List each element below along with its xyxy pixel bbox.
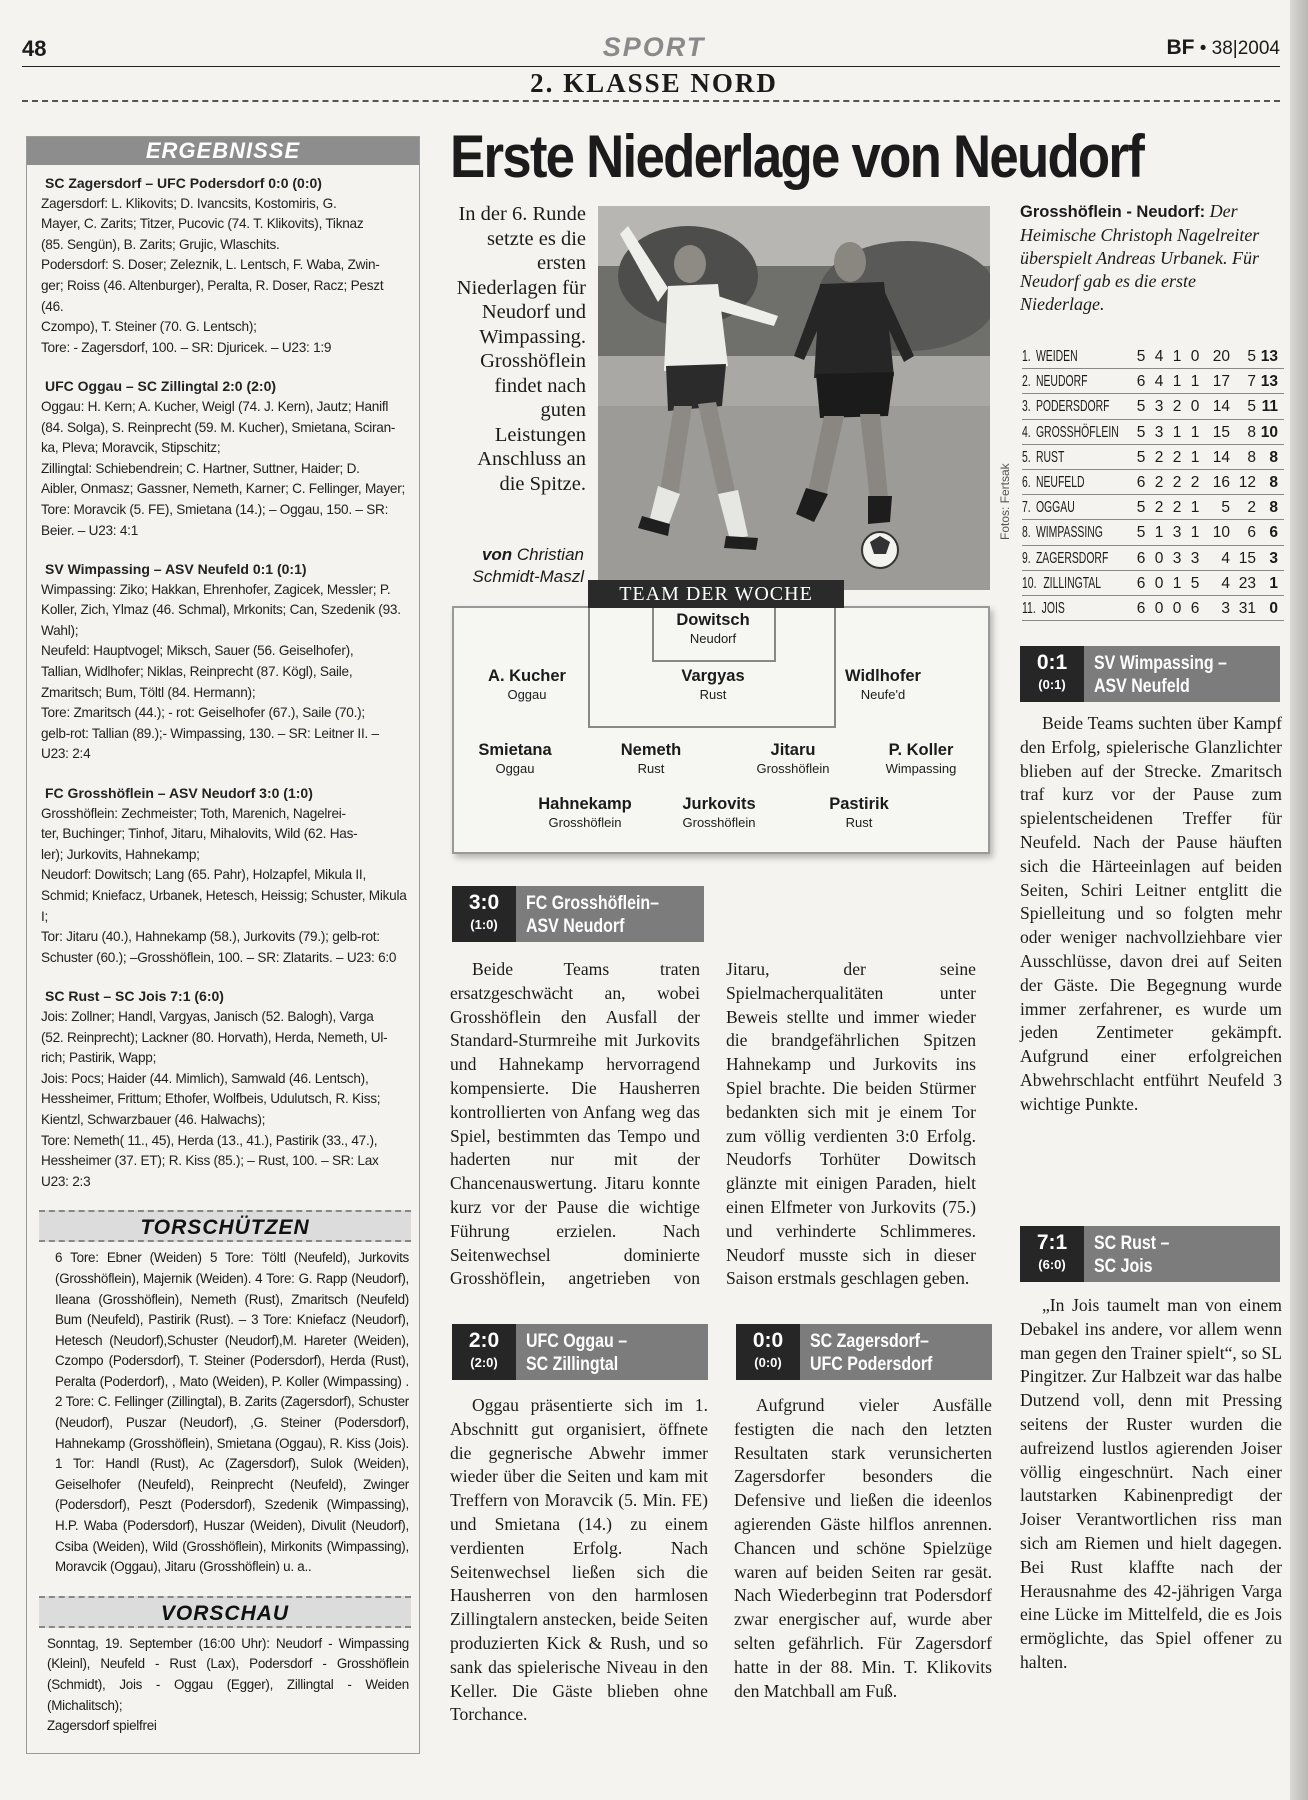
team-cell <box>1022 344 1132 368</box>
standings-row <box>1022 520 1284 545</box>
played-cell: 5 <box>1136 348 1146 365</box>
points-cell: 10 <box>1260 423 1278 441</box>
team-position: 11. <box>1022 599 1036 617</box>
results-column <box>26 136 420 1754</box>
preview-free: Zagersdorf spielfrei <box>47 1718 157 1734</box>
team-name: ZILLINGTAL <box>1042 574 1101 592</box>
team2: ASV Neufeld <box>1094 676 1190 697</box>
points-cell: 8 <box>1269 473 1278 491</box>
match-result <box>41 559 409 765</box>
team2: ASV Neudorf <box>526 916 625 937</box>
report-teams <box>1084 1226 1280 1282</box>
match-line: Schmid; Kniefacz, Urbanek, Hetesch, Heissig; Schuster, Mikula <box>41 888 407 903</box>
lost-cell: 1 <box>1190 448 1200 466</box>
match-line: Koller, Zich, Ylmaz (46. Schmal), Mrkonits; Can, Szedenik (93. <box>41 602 401 618</box>
team-of-week-player <box>784 794 934 831</box>
player-name: Hahnekamp <box>538 795 632 813</box>
match-line: ka, Pleva; Moravcik, Stipschitz; <box>41 440 221 456</box>
match-line: gelb-rot: Tallian (89.);- Wimpassing, 130. – SR: Leitner II. – <box>41 725 379 741</box>
report-teams <box>1084 646 1280 702</box>
drawn-cell: 2 <box>1172 473 1182 491</box>
team-name: JOIS <box>1042 599 1066 617</box>
match-title: FC Grosshöflein – ASV Neudorf 3:0 (1:0) <box>45 785 313 802</box>
lost-cell: 1 <box>1190 373 1200 391</box>
match-line: Schuster (60.); –Grosshöflein, 100. – SR: Zlatarits. – U23: 6:0 <box>41 949 397 965</box>
match-line: Jois: Zollner; Handl, Vargyas, Janisch (52. Balogh), Varga <box>41 1008 374 1024</box>
goals-against-cell: 5 <box>1247 348 1256 365</box>
half-score: (2:0) <box>470 1355 498 1370</box>
team-position: 6. <box>1022 473 1031 491</box>
report-paragraph: „In Jois taumelt man von einem Debakel ins andere, vor allem wenn man gegen den Trainer spielt“, so SL Pingitzer. Zur Halbzeit war das halbe Dutzend voll, denn mit Pressing seitens der Ruster wurden die aufreizend lustlos agierenden Joiser völlig eingeschnürt. Nach einer lautstarken Kabinenpredigt der Joiser Verantwortlichen riss man sich am Riemen und hielt dagegen. Bei Rust klaffte nach der Herausnahme des 42-jährigen Varga eine Lücke im Mittelfeld, die es Jois ermöglichte, das Spiel offener zu halten. <box>1020 1295 1282 1672</box>
standings-row <box>1022 394 1284 419</box>
goals-against-cell: 31 <box>1238 599 1256 617</box>
team-of-week-player <box>644 794 794 831</box>
caption-lead: Grosshöflein - Neudorf: <box>1020 203 1206 221</box>
drawn-cell: 2 <box>1172 398 1182 416</box>
goals-for-cell: 10 <box>1212 524 1230 542</box>
won-cell: 4 <box>1154 373 1164 391</box>
match-result <box>41 986 409 1192</box>
scorers-banner: TORSCHÜTZEN <box>39 1210 411 1242</box>
played-cell: 6 <box>1136 549 1146 567</box>
standings-row <box>1022 546 1284 571</box>
results-banner: ERGEBNISSE <box>27 137 419 165</box>
team-position: 4. <box>1022 423 1031 441</box>
goals-against-cell: 8 <box>1247 448 1256 466</box>
match-line: Tor: Jitaru (40.), Hahnekamp (58.), Jurkovits (79.); gelb-rot: <box>41 929 380 945</box>
drawn-cell: 3 <box>1172 549 1182 567</box>
player-name: Jurkovits <box>682 795 756 813</box>
played-cell: 5 <box>1136 423 1146 441</box>
team-position: 10. <box>1022 574 1037 592</box>
team-cell <box>1022 394 1132 418</box>
report-paragraph: Beide Teams suchten über Kampf den Erfolg, spielerische Glanzlichter blieben auf der Strecke. Zmaritsch traf kurz vor der Pause zum spielentscheidenen Treffer für Neufeld. Nach der Pause häuften sich die Härteeinlagen auf beiden Seiten, Schiri Leitner entglitt die Spielleitung und so folgten mehr oder weniger nachvollziehbare vier Ausschlüsse, davon drei auf Seiten der Gäste. Die Begegnung wurde immer zerfahrener, es wurde um jeden Zentimeter gekämpft. Aufgrund einer erfolgreichen Abwehrschlacht entführt Neufeld 3 wichtige Punkte. <box>1020 713 1282 1114</box>
issue-number: • 38|2004 <box>1199 38 1280 59</box>
match-line: Podersdorf: S. Doser; Zeleznik, L. Lentsch, F. Waba, Zwin- <box>41 257 380 273</box>
match-line: Wahl); <box>41 622 79 638</box>
match-title: SV Wimpassing – ASV Neufeld 0:1 (0:1) <box>45 561 307 578</box>
team-name: WEIDEN <box>1035 348 1078 365</box>
match-line: Tallian, Widlhofer; Niklas, Reinprecht (87. Kögl), Saile, <box>41 664 353 680</box>
half-score: (0:0) <box>754 1355 782 1370</box>
points-cell: 6 <box>1269 524 1278 542</box>
match-line: Tore: Zmaritsch (44.); - rot: Geiselhofer (67.), Saile (70.); <box>41 705 365 721</box>
team1: UFC Oggau – <box>526 1331 628 1352</box>
report-paragraph: Aufgrund vieler Ausfälle festigten die nach den letzten Resultaten stark verunsicherten Zagersdorfer besonders die Defensive und ließen die ideenlos agierenden Gäste hilflos anrennen. Chancen und schöne Spielzüge waren auf beiden Seiten rar gesät. Nach Wiederbeginn trat Podersdorf zwar energischer auf, wurde aber selten gefährlich. Für Zagersdorf hatte in der 88. Min. T. Klikovits den Matchball am Fuß. <box>734 1395 992 1701</box>
match-line: (52. Reinprecht); Lackner (80. Horvath), Herda, Nemeth, Ul- <box>41 1029 388 1045</box>
team-position: 2. <box>1022 373 1031 391</box>
lost-cell: 1 <box>1190 423 1200 441</box>
score: 3:0 <box>468 891 500 914</box>
points-cell: 8 <box>1269 448 1278 466</box>
match-title: SC Rust – SC Jois 7:1 (6:0) <box>45 988 224 1005</box>
score: 0:1 <box>1036 651 1068 674</box>
match-line: rich; Pastirik, Wapp; <box>41 1050 157 1066</box>
report-text-zagersdorf <box>734 1394 992 1703</box>
player-club: Wimpassing <box>885 761 957 776</box>
match-line: U23: 2:3 <box>41 1173 91 1189</box>
played-cell: 5 <box>1136 448 1146 466</box>
drawn-cell: 2 <box>1172 448 1182 466</box>
player-name: Vargyas <box>681 667 745 685</box>
match-line: Hessheimer (37. ET); R. Kiss (85.); – Rust, 100. – SR: Lax <box>41 1153 379 1169</box>
goals-for-cell: 17 <box>1212 373 1230 391</box>
player-club: Neufe'd <box>860 687 906 702</box>
team-position: 1. <box>1022 348 1031 365</box>
team-cell <box>1022 520 1132 544</box>
goals-against-cell: 6 <box>1247 524 1256 542</box>
goals-for-cell: 15 <box>1212 423 1230 441</box>
won-cell: 2 <box>1154 448 1164 466</box>
goals-for-cell: 14 <box>1212 398 1230 416</box>
article-headline: Erste Niederlage von Neudorf <box>450 123 1144 190</box>
lost-cell: 3 <box>1190 549 1200 567</box>
score-box <box>736 1324 800 1380</box>
drawn-cell: 1 <box>1172 348 1182 365</box>
match-result <box>41 376 409 541</box>
standings-row <box>1022 495 1284 520</box>
lost-cell: 5 <box>1190 574 1200 592</box>
team-name: GROSSHÖFLEIN <box>1035 423 1119 441</box>
match-line: ler); Jurkovits, Hahnekamp; <box>41 846 200 862</box>
match-line: Jois: Pocs; Haider (44. Mimlich), Samwald (46. Lentsch), <box>41 1070 369 1086</box>
report-paragraph: Beide Teams traten ersatzgeschwächt an, wobei Grosshöflein den Ausfall der Standard-Sturmreihe mit Jurkovits und Hahnekamp hervorragend kompensierte. Die Hausherren kontrollierten von Anfang weg das Spiel, bestimmten das Tempo und haderten nur mit der Chancenauswertung. Jitaru konnte kurz vor der Pause die wichtige Führung erzielen. Nach Seitenwechsel dominierte Grosshöflein, angetrieben von Jitaru, der seine Spielmacherqualitäten unter Beweis stellte und immer wieder die brandgefährlichen Spitzen Hahnekamp und Jurkovits ins Spiel brachte. Die beiden Stürmer bedankten sich mit je einem Tor zum völlig verdienten 3:0 Erfolg. Neudorfs Torhüter Dowitsch glänzte mit einigen Paraden, hielt einen Elfmeter von Jurkovits (75.) und verhinderte Schlimmeres. Neudorf musste sich in dieser Saison erstmals geschlagen geben. <box>450 959 976 1289</box>
goals-for-cell: 20 <box>1212 348 1230 365</box>
score-box <box>452 1324 516 1380</box>
won-cell: 2 <box>1154 473 1164 491</box>
drawn-cell: 1 <box>1172 574 1182 592</box>
match-title: UFC Oggau – SC Zillingtal 2:0 (2:0) <box>45 378 277 395</box>
player-name: A. Kucher <box>488 667 566 685</box>
played-cell: 5 <box>1136 398 1146 416</box>
won-cell: 0 <box>1154 574 1164 592</box>
player-club: Rust <box>637 761 665 776</box>
lost-cell: 1 <box>1190 499 1200 517</box>
match-title: SC Zagersdorf – UFC Podersdorf 0:0 (0:0) <box>45 175 322 191</box>
player-name: Pastirik <box>829 795 889 813</box>
match-line: Wimpassing: Ziko; Hakkan, Ehrenhofer, Zagicek, Messler; P. <box>41 581 391 597</box>
goals-against-cell: 8 <box>1247 423 1256 441</box>
team-of-week-player <box>440 740 590 777</box>
won-cell: 0 <box>1154 599 1164 617</box>
goals-against-cell: 15 <box>1238 549 1256 567</box>
team-cell <box>1022 495 1132 519</box>
player-name: Jitaru <box>770 741 816 759</box>
report-header-grosshoeflein <box>452 886 704 942</box>
team-cell <box>1022 445 1132 469</box>
team-cell <box>1022 369 1132 393</box>
team-cell <box>1022 546 1132 570</box>
won-cell: 4 <box>1154 348 1164 365</box>
played-cell: 5 <box>1136 524 1146 542</box>
match-line: U23: 2:4 <box>41 746 91 762</box>
match-line: Aibler, Onmasz; Gassner, Nemeth, Karner; C. Fellinger, Mayer; <box>41 481 406 497</box>
player-club: Oggau <box>495 761 535 776</box>
team-position: 7. <box>1022 499 1031 517</box>
match-line: Zmaritsch; Bum, Töltl (84. Hermann); <box>41 684 256 700</box>
score: 0:0 <box>752 1329 784 1352</box>
points-cell: 13 <box>1260 373 1278 391</box>
goals-for-cell: 16 <box>1212 473 1230 491</box>
half-score: (1:0) <box>470 917 498 932</box>
team-of-week-player <box>846 740 996 777</box>
match-result <box>41 783 409 968</box>
report-header-zagersdorf <box>736 1324 992 1380</box>
team-of-week-player <box>638 666 788 703</box>
played-cell: 6 <box>1136 473 1146 491</box>
match-result <box>41 173 409 358</box>
drawn-cell: 1 <box>1172 423 1182 441</box>
match-line: Oggau: H. Kern; A. Kucher, Weigl (74. J. Kern), Jautz; Hanifl <box>41 398 389 414</box>
team-of-week-player <box>576 740 726 777</box>
points-cell: 1 <box>1269 574 1278 592</box>
team1: FC Grosshöflein– <box>526 893 660 914</box>
points-cell: 0 <box>1269 599 1278 617</box>
standings-row <box>1022 596 1284 621</box>
drawn-cell: 0 <box>1172 599 1182 617</box>
drawn-cell: 2 <box>1172 499 1182 517</box>
player-club: Rust <box>845 815 873 830</box>
subsection-title: 2. KLASSE NORD <box>530 68 778 98</box>
goals-for-cell: 14 <box>1212 448 1230 466</box>
byline-von: von <box>481 545 513 564</box>
photo-caption <box>1020 200 1282 316</box>
won-cell: 3 <box>1154 398 1164 416</box>
scorers-text: 6 Tore: Ebner (Weiden) 5 Tore: Töltl (Neufeld), Jurkovits (Grosshöflein), Majernik (Weiden). 4 Tore: G. Rapp (Neudorf), Ileana (Grosshöflein), Nemeth (Rust), Zmaritsch (Neufeld) Bum (Neufeld), Pastirik (Rust). – 3 Tore: Kniefacz (Neudorf), Hetesch (Neudorf),Schuster (Neudorf),M. Hareter (Weiden), Czompo (Podersdorf), T. Steiner (Podersdorf), Herda (Rust), Peralta (Poderdorf), , Mato (Weiden), P. Koller (Wimpassing) . 2 Tore: C. Fellinger (Zillingtal), B. Zarits (Zagersdorf), Schuster (Neudorf), Puszar (Neudorf), ,G. Steiner (Podersdorf), Hahnekamp (Grosshöflein), Smietana (Oggau), R. Kiss (Jois). 1 Tor: Handl (Rust), Ac (Zagersdorf), Sulok (Weiden), Geiselhofer (Neufeld), Reinprecht (Neufeld), Zwinger (Podersdorf), Peszt (Podersdorf), Szedenik (Wimpassing), H.P. Waba (Podersdorf), Huszar (Weiden), Divulit (Neudorf), Csiba (Weiden), Wild (Grosshöflein), Mirkonits (Wimpassing), Moravcik (Oggau), Jitaru (Grosshöflein) u. a.. <box>55 1250 409 1575</box>
report-text-wimpassing <box>1020 712 1282 1117</box>
preview-banner: VORSCHAU <box>39 1596 411 1628</box>
score-box <box>452 886 516 942</box>
match-line: (84. Solga), S. Reinprecht (59. M. Kucher), Smietana, Sciran- <box>41 419 396 435</box>
team2: SC Jois <box>1094 1256 1153 1277</box>
match-line: Beier. – U23: 4:1 <box>41 522 139 538</box>
team1: SV Wimpassing – <box>1094 653 1227 674</box>
standings-row <box>1022 344 1284 369</box>
report-text-rust <box>1020 1294 1282 1675</box>
match-line: Hessheimer, Frittum; Ethofer, Wolfbeis, Udulutsch, R. Kiss; <box>41 1091 381 1107</box>
standings-row <box>1022 470 1284 495</box>
team-of-week-player <box>510 794 660 831</box>
standings-row <box>1022 571 1284 596</box>
player-name: Dowitsch <box>676 611 750 629</box>
goals-against-cell: 5 <box>1247 398 1256 416</box>
photo-credit: Fotos: Fertsak <box>998 463 1012 540</box>
page-edge <box>1290 0 1308 1800</box>
score: 7:1 <box>1036 1231 1068 1254</box>
lost-cell: 6 <box>1190 599 1200 617</box>
won-cell: 3 <box>1154 423 1164 441</box>
player-club: Oggau <box>507 687 547 702</box>
issue-info <box>1166 36 1280 60</box>
player-club: Grosshöflein <box>548 815 622 830</box>
team-cell <box>1022 420 1132 444</box>
goals-for-cell: 4 <box>1221 574 1230 592</box>
report-paragraph: Oggau präsentierte sich im 1. Abschnitt gut organisiert, öffnete die gegnerische Abwehr immer wieder über die Seiten und kam mit Treffern von Moravcik (5. Min. FE) und Smietana (14.) zu einem verdienten Erfolg. Nach Seitenwechsel ließen sich die Hausherren von den harmlosen Zillingtalern anstecken, beide Seiten produzierten Kick & Rush, und so sank das spielerische Niveau in den Keller. Die Gäste blieben ohne Torchance. <box>450 1395 708 1725</box>
team-of-week-player <box>638 610 788 647</box>
team-name: NEUDORF <box>1035 373 1088 391</box>
lost-cell: 2 <box>1190 473 1200 491</box>
match-line: Czompo), T. Steiner (70. G. Lentsch); <box>41 319 257 335</box>
player-name: Widlhofer <box>845 667 921 685</box>
report-header-oggau <box>452 1324 708 1380</box>
team-name: OGGAU <box>1035 499 1075 517</box>
goals-against-cell: 2 <box>1247 499 1256 517</box>
header-dashed-rule <box>22 100 1280 102</box>
team-of-week-player <box>452 666 602 703</box>
team-of-week-label: TEAM DER WOCHE <box>588 580 844 608</box>
player-name: Nemeth <box>620 741 682 759</box>
report-header-rust <box>1020 1226 1280 1282</box>
team-cell <box>1022 571 1132 595</box>
standings-row <box>1022 420 1284 445</box>
drawn-cell: 1 <box>1172 373 1182 391</box>
article-intro: In der 6. Runde setzte es die ersten Niederlagen für Neudorf und Wimpassing. Grosshöflein findet nach guten Leistungen Anschluss an die Spitze. <box>456 203 586 495</box>
team-position: 8. <box>1022 524 1031 542</box>
header-rule <box>22 66 1280 67</box>
goals-for-cell: 3 <box>1221 599 1230 617</box>
match-photo <box>598 206 990 590</box>
team-name: ZAGERSDORF <box>1035 549 1109 567</box>
match-line: Tore: Nemeth( 11., 45), Herda (13., 41.), Pastirik (33., 47.), <box>41 1132 378 1148</box>
goals-against-cell: 12 <box>1238 473 1256 491</box>
points-cell: 13 <box>1260 348 1278 365</box>
score-box <box>1020 1226 1084 1282</box>
match-line: Tore: Moravcik (5. FE), Smietana (14.); – Oggau, 150. – SR: <box>41 501 389 517</box>
player-club: Rust <box>699 687 727 702</box>
match-line: Zillingtal: Schiebendrein; C. Hartner, Suttner, Haider; D. <box>41 460 360 476</box>
section-title: SPORT <box>602 32 706 62</box>
won-cell: 1 <box>1154 524 1164 542</box>
byline-author: Christian Schmidt-Maszl <box>472 545 584 586</box>
goals-for-cell: 5 <box>1221 499 1230 517</box>
team-position: 5. <box>1022 448 1031 466</box>
match-line: (85. Sengün), B. Zarits; Grujic, Wlaschits. <box>41 236 280 252</box>
match-line: ger; Roiss (46. Altenburger), Peralta, R. Doser, Racz; Peszt (46. <box>41 277 384 314</box>
player-name: P. Koller <box>888 741 954 759</box>
played-cell: 6 <box>1136 599 1146 617</box>
points-cell: 8 <box>1269 499 1278 517</box>
points-cell: 3 <box>1269 549 1278 567</box>
report-text-oggau <box>450 1394 708 1727</box>
score: 2:0 <box>468 1329 500 1352</box>
standings-row <box>1022 369 1284 394</box>
score-box <box>1020 646 1084 702</box>
report-header-wimpassing <box>1020 646 1280 702</box>
report-teams <box>516 886 704 942</box>
standings-table <box>1022 344 1284 621</box>
match-line: Tore: - Zagersdorf, 100. – SR: Djuricek. – U23: 1:9 <box>41 339 332 355</box>
played-cell: 5 <box>1136 499 1146 517</box>
won-cell: 0 <box>1154 549 1164 567</box>
team1: SC Rust – <box>1094 1233 1170 1254</box>
team-name: WIMPASSING <box>1035 524 1103 542</box>
report-text-grosshoeflein <box>450 958 976 1298</box>
match-line: ter, Buchinger; Tinhof, Jitaru, Mihalovits, Wild (62. Has- <box>41 826 358 842</box>
points-cell: 11 <box>1261 398 1278 416</box>
match-line: Grosshöflein: Zechmeister; Toth, Marenich, Nagelrei- <box>41 805 346 821</box>
team-name: RUST <box>1035 448 1065 466</box>
caption-text: Der Heimische Christoph Nagelreiter überspielt Andreas Urbanek. Für Neudorf gab es die erste Niederlage. <box>1020 201 1260 314</box>
player-club: Grosshöflein <box>756 761 830 776</box>
team-of-week-player <box>808 666 958 703</box>
team-name: NEUFELD <box>1035 473 1085 491</box>
lost-cell: 1 <box>1190 524 1200 542</box>
issue-prefix: BF <box>1166 36 1195 59</box>
lost-cell: 0 <box>1190 348 1200 365</box>
team2: SC Zillingtal <box>526 1354 619 1375</box>
report-teams <box>516 1324 708 1380</box>
report-teams <box>800 1324 992 1380</box>
match-line: I; <box>41 908 49 924</box>
half-score: (0:1) <box>1038 677 1066 692</box>
goals-against-cell: 23 <box>1238 574 1256 592</box>
player-club: Grosshöflein <box>682 815 756 830</box>
article-byline <box>448 544 584 588</box>
half-score: (6:0) <box>1038 1257 1066 1272</box>
team2: UFC Podersdorf <box>810 1354 933 1375</box>
played-cell: 6 <box>1136 373 1146 391</box>
player-club: Neudorf <box>689 631 737 646</box>
team-position: 9. <box>1022 549 1031 567</box>
drawn-cell: 3 <box>1172 524 1182 542</box>
goals-for-cell: 4 <box>1221 549 1230 567</box>
lost-cell: 0 <box>1190 398 1200 416</box>
goals-against-cell: 7 <box>1247 373 1256 391</box>
team-cell <box>1022 596 1132 620</box>
preview-text: Sonntag, 19. September (16:00 Uhr): Neudorf - Wimpassing (Kleinl), Neufeld - Rust (Lax), Podersdorf - Grosshöflein (Schmidt), Jois - Oggau (Egger), Zillingtal - Weiden (Michalitsch); <box>47 1635 409 1713</box>
standings-row <box>1022 445 1284 470</box>
team-cell <box>1022 470 1132 494</box>
player-name: Smietana <box>478 741 552 759</box>
match-photo-illustration <box>598 206 990 590</box>
page-number: 48 <box>22 36 47 61</box>
match-line: Kientzl, Schwarzbauer (46. Halwachs); <box>41 1111 266 1127</box>
team-name: PODERSDORF <box>1035 398 1110 416</box>
match-line: Mayer, C. Zarits; Titzer, Pucovic (74. T. Klikovits), Tiknaz <box>41 216 364 232</box>
team1: SC Zagersdorf– <box>810 1331 929 1352</box>
team-position: 3. <box>1022 398 1031 416</box>
won-cell: 2 <box>1154 499 1164 517</box>
match-line: Neufeld: Hauptvogel; Miksch, Sauer (56. Geiselhofer), <box>41 643 354 659</box>
match-line: Zagersdorf: L. Klikovits; D. Ivancsits, Kostomiris, G. <box>41 195 337 211</box>
results-list <box>41 173 409 1192</box>
match-line: Neudorf: Dowitsch; Lang (65. Pahr), Holzapfel, Mikula II, <box>41 867 366 883</box>
played-cell: 6 <box>1136 574 1146 592</box>
